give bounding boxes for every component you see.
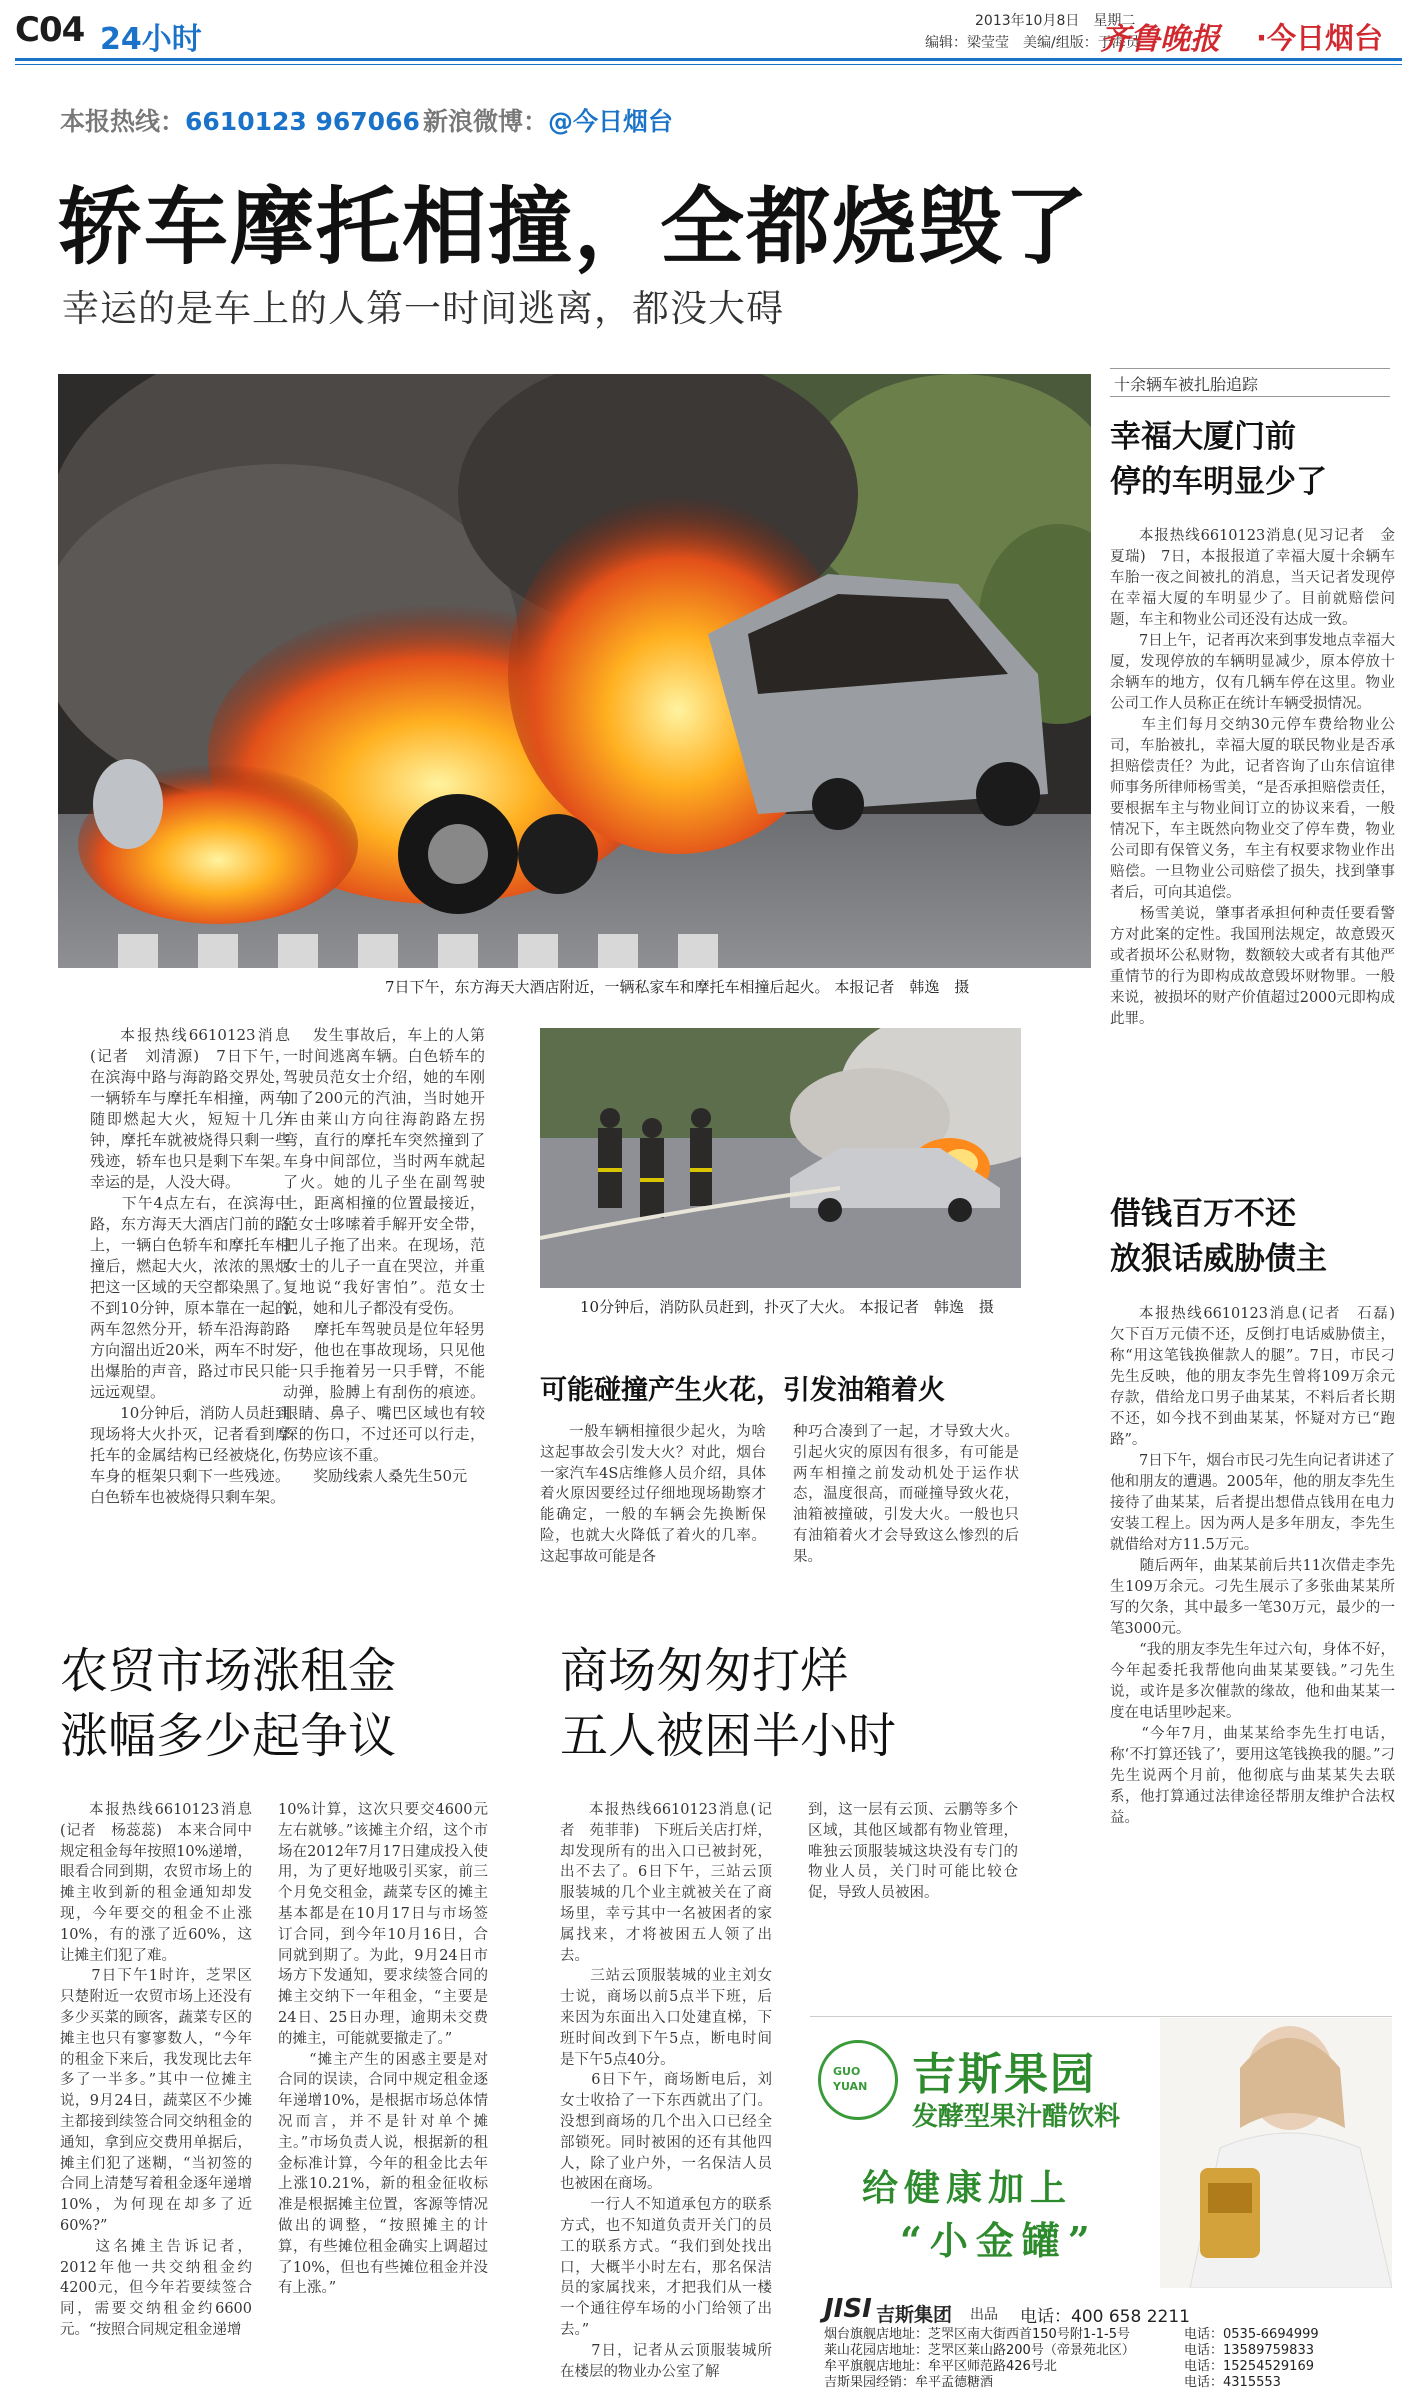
firefighter-photo	[540, 1028, 1021, 1288]
issue-date: 2013年10月8日 星期二	[975, 13, 1136, 29]
spark-heading: 可能碰撞产生火花，引发油箱着火	[540, 1375, 945, 1406]
ad-product-label: 出品	[970, 2307, 998, 2323]
ad-store-list	[824, 2327, 1384, 2391]
ad-model-illustration	[1160, 2018, 1392, 2288]
right-story1-body: 本报热线6610123消息(见习记者 金夏瑞) 7日，本报报道了幸福大厦十余辆车车胎一夜之间被扎的消息，当天记者发现停在幸福大厦的车明显少了。目前就赔偿问题，车主和物业公司还没有达成一致。 7日上午，记者再次来到事发地点幸福大厦，发现停放的车辆明显减少，原本停放十余辆车的地方，仅有几辆车停在这里。物业公司工作人员称正在统计车辆受损情况。 车主们每月交纳30元停车费给物业公司，车胎被扎，幸福大厦的联民物业是否承担赔偿责任？为此，记者咨询了山东信谊律师事务所律师杨雪美，“是否承担赔偿责任，要根据车主与物业间订立的协议来看，一般情况下，车主既然向物业交了停车费，物业公司即有保管义务，车主有权要求物业作出赔偿。一旦物业公司赔偿了损失，找到肇事者后，可向其追偿。 杨雪美说，肇事者承担何种责任要看警方对此案的定性。我国刑法规定，故意毁灭或者损坏公私财物，数额较大或者有其他严重情节的行为即构成故意毁坏财物罪。一般来说，被损坏的财产价值超过2000元即构成此罪。	[1110, 528, 1395, 1027]
right-story2-head-line1: 借钱百万不还	[1110, 1196, 1296, 1232]
ad-slogan-line2: “小金罐”	[900, 2218, 1098, 2263]
ad-store-row	[824, 2343, 1384, 2359]
ad-slogan-line1: 给健康加上	[862, 2167, 1073, 2209]
right-tag-rule-top	[1110, 368, 1390, 369]
spark-column-2: 种巧合凑到了一起，才导致大火。引起火灾的原因有很多，有可能是两车相撞之前发动机处于运作状态，温度很高，而碰撞导致火花，油箱被撞破，引发大火。一般也只有油箱着火才会导致这么惨烈的后果。	[793, 1424, 1019, 1565]
bottom-story1-column-2: 10%计算，这次只要交4600元左右就够。”该摊主介绍，这个市场在2012年7月17日建成投入使用，为了更好地吸引买家，前三个月免交租金，蔬菜专区的摊主基本都是在10月17日与市场签订合同，到今年10月16日，合同就到期了。为此，9月24日市场方下发通知，要求续签合同的摊主交纳下一年租金，“主要是24日、25日办理，逾期未交费的摊主，可能就要撤走了。” “摊主产生的困惑主要是对合同的误读，合同中规定租金逐年递增10%，是根据市场总体情况而言，并不是针对单个摊主。”市场负责人说，根据新的租金标准计算，今年的租金比去年上涨10.21%，新的租金征收标准是根据摊主位置，客源等情况做出的调整，“按照摊主的计算，有些摊位租金确实上调超过了10%，但也有些摊位租金并没有上涨。”	[278, 1802, 488, 2297]
right-tag: 十余辆车被扎胎追踪	[1114, 375, 1259, 394]
bottom-story1-head-line1: 农贸市场涨租金	[60, 1643, 397, 1699]
firefighter-photo-illustration	[540, 1028, 1021, 1288]
ad-store-address: 烟台旗舰店地址：芝罘区南大街西首150号附1-1-5号	[824, 2327, 1131, 2342]
ad-store-address: 莱山花园店地址：芝罘区莱山路200号（帝景苑北区）	[824, 2343, 1135, 2358]
story-column-1: 本报热线6610123消息(记者 刘清源) 7日下午，在滨海中路与海韵路交界处，一辆轿车与摩托车相撞，两车随即燃起大火，短短十几分钟，摩托车就被烧得只剩一些残迹，轿车也只是剩下车架。幸运的是，人没大碍。 下午4点左右，在滨海中路，东方海天大酒店门前的路上，一辆白色轿车和摩托车相撞后，燃起大火，浓浓的黑烟把这一区域的天空都染黑了。不到10分钟，原本靠在一起的两车忽然分开，轿车沿海韵路方向溜出近20米，两车不时发出爆胎的声音，路过市民只能远远观望。 10分钟后，消防人员赶到现场将大火扑灭，记者看到摩托车的金属结构已经被烧化，车身的框架只剩下一些残迹。白色轿车也被烧得只剩车架。	[90, 1026, 290, 1506]
fire-photo	[58, 374, 1091, 968]
fire-photo-caption: 7日下午，东方海天大酒店附近，一辆私家车和摩托车相撞后起火。 本报记者 韩逸 摄	[385, 978, 970, 996]
bottom-story1-head-line2: 涨幅多少起争议	[60, 1708, 397, 1764]
editor-credits: 编辑：梁莹莹 美编/组版：于海员	[925, 35, 1140, 51]
section-title: 24小时	[100, 22, 202, 57]
ad-logo-text-bottom: YUAN	[833, 2080, 868, 2093]
ad-store-phone: 电话：0535-6694999	[1184, 2327, 1319, 2342]
hotline-label: 本报热线：	[60, 107, 186, 136]
main-subheadline: 幸运的是车上的人第一时间逃离，都没大碍	[62, 287, 784, 330]
weibo-account: @今日烟台	[548, 107, 674, 136]
header-divider	[15, 58, 1402, 61]
bottom-story2-head-line2: 五人被困半小时	[560, 1708, 897, 1764]
ad-logo-text-top: GUO	[833, 2065, 861, 2078]
newspaper-name: 齐鲁晚报	[1100, 22, 1220, 57]
right-story2-head-line2: 放狠话威胁债主	[1110, 1241, 1327, 1277]
page-code: C04	[15, 10, 85, 50]
bottom-story2-head-line1: 商场匆匆打烊	[560, 1643, 849, 1699]
ad-store-phone: 电话：13589759833	[1184, 2343, 1314, 2358]
ad-store-row	[824, 2359, 1384, 2375]
hotline	[60, 102, 420, 138]
ad-group-name: 吉斯集团	[876, 2304, 953, 2326]
right-tag-rule-bottom	[1110, 396, 1390, 397]
ad-store-row	[824, 2327, 1384, 2343]
weibo	[423, 102, 673, 138]
edition-name: ·今日烟台	[1256, 21, 1384, 55]
ad-store-phone: 电话：4315553	[1184, 2375, 1281, 2390]
story-column-2: 发生事故后，车上的人第一时间逃离车辆。白色轿车的驾驶员范女士介绍，她的车刚加了200元的汽油，当时她开车由莱山方向往海韵路左拐弯，直行的摩托车突然撞到了车身中间部位，当时两车就起了火。她的儿子坐在副驾驶上，距离相撞的位置最接近，范女士哆嗦着手解开安全带，把儿子拖了出来。在现场，范女士的儿子一直在哭泣，并重复地说“我好害怕”。范女士说，她和儿子都没有受伤。 摩托车驾驶员是位年轻男子，他也在事故现场，只见他一只手拖着另一只手臂，不能动弹，脸膊上有刮伤的痕迹。眼睛、鼻子、嘴巴区域也有较深的伤口，不过还可以行走，伤势应该不重。 奖励线索人桑先生50元	[283, 1026, 485, 1485]
ad-model-image	[1160, 2018, 1392, 2288]
fire-photo-illustration	[58, 374, 1091, 968]
right-story2-body: 本报热线6610123消息(记者 石磊) 欠下百万元债不还，反倒打电话威胁债主，称“用这笔钱换催款人的腿”。7日，市民刁先生反映，他的朋友李先生曾将109万余元存款，借给龙口男子曲某某，不料后者长期不还，如今找不到曲某某，怀疑对方已“跑路”。 7日下午，烟台市民刁先生向记者讲述了他和朋友的遭遇。2005年，他的朋友李先生接待了曲某某，后者提出想借点钱用在电力安装工程上。因为两人是多年朋友，李先生就借给对方11.5万元。 随后两年，曲某某前后共11次借走李先生109万余元。刁先生展示了多张曲某某所写的欠条，其中最多一笔30万元，最少的一笔3000元。 “我的朋友李先生年过六旬，身体不好，今年起委托我帮他向曲某某要钱。”刁先生说，或许是多次催款的缘故，他和曲某某一度在电话里吵起来。 “今年7月，曲某某给李先生打电话，称‘不打算还钱了’，要用这笔钱换我的腿。”刁先生说两个月前，他彻底与曲某某失去联系，他打算通过法律途径帮朋友维护合法权益。	[1110, 1306, 1395, 1826]
ad-product-line: 发酵型果汁醋饮料	[912, 2102, 1121, 2132]
ad-group-logo: JISI	[824, 2294, 872, 2324]
ad-store-address: 吉斯果园经销：牟平孟德糖酒	[824, 2375, 994, 2390]
header-divider-thin	[15, 64, 1402, 65]
bottom-story2-column-1: 本报热线6610123消息(记者 苑菲菲) 下班后关店打烊，却发现所有的出入口已被封死，出不去了。6日下午，三站云顶服装城的几个业主就被关在了商场里，幸亏其中一名被困者的家属找来，才将被困五人领了出去。 三站云顶服装城的业主刘女士说，商场以前5点半下班，后来因为东面出入口处建直梯，下班时间改到下午5点，断电时间是下午5点40分。 6日下午，商场断电后，刘女士收拾了一下东西就出了门。没想到商场的几个出入口已经全部锁死。同时被困的还有其他四人，除了业户外，一名保洁人员也被困在商场。 一行人不知道承包方的联系方式，也不知道负责开关门的员工的联系方式。“我们到处找出口，大概半小时左右，那名保洁员的家属找来，才把我们从一楼一个通往停车场的小门给领了出去。” 7日，记者从云顶服装城所在楼层的物业办公室了解	[560, 1802, 772, 2380]
bottom-story1-column-1: 本报热线6610123消息(记者 杨蕊蕊) 本来合同中规定租金每年按照10%递增，眼看合同到期，农贸市场上的摊主收到新的租金通知却发现，今年要交的租金不止涨10%，有的涨了近60%，这让摊主们犯了难。 7日下午1时许，芝罘区只楚附近一农贸市场上还没有多少买菜的顾客，蔬菜专区的摊主也只有寥寥数人，“今年的租金下来后，我发现比去年多了一半多。”其中一位摊主说，9月24日，蔬菜区不少摊主都接到续签合同交纳租金的通知，拿到应交费用单据后，摊主们犯了迷糊，“当初签的合同上清楚写着租金逐年递增10%，为何现在却多了近60%?” 这名摊主告诉记者，2012年他一共交纳租金约4200元，但今年若要续签合同，需要交纳租金约6600元。“按照合同规定租金递增	[60, 1802, 252, 2338]
ad-phone: 电话：400 658 2211	[1020, 2307, 1190, 2327]
ad-store-phone: 电话：15254529169	[1184, 2359, 1314, 2374]
ad-brand-name: 吉斯果园	[912, 2049, 1096, 2100]
spark-column-1: 一般车辆相撞很少起火，为啥这起事故会引发大火？对此，烟台一家汽车4S店维修人员介绍，具体着火原因要经过仔细地现场勘察才能确定，一般的车辆会先换断保险，也就大火降低了着火的几率。这起事故可能是各	[540, 1424, 766, 1565]
right-story1-head-line2: 停的车明显少了	[1110, 464, 1327, 500]
ad-store-row	[824, 2375, 1384, 2391]
weibo-label: 新浪微博：	[423, 107, 549, 136]
ad-store-address: 牟平旗舰店地址：牟平区师范路426号北	[824, 2359, 1057, 2374]
firefighter-photo-caption: 10分钟后，消防队员赶到，扑灭了大火。 本报记者 韩逸 摄	[580, 1298, 994, 1316]
main-headline: 轿车摩托相撞，全都烧毁了	[58, 178, 1091, 276]
right-story1-head-line1: 幸福大厦门前	[1110, 419, 1296, 455]
bottom-story2-column-2: 到，这一层有云顶、云鹏等多个区域，其他区域都有物业管理，唯独云顶服装城这块没有专门的物业人员，关门时可能比较仓促，导致人员被困。	[808, 1802, 1018, 1902]
hotline-numbers: 6610123 967066	[185, 107, 420, 136]
